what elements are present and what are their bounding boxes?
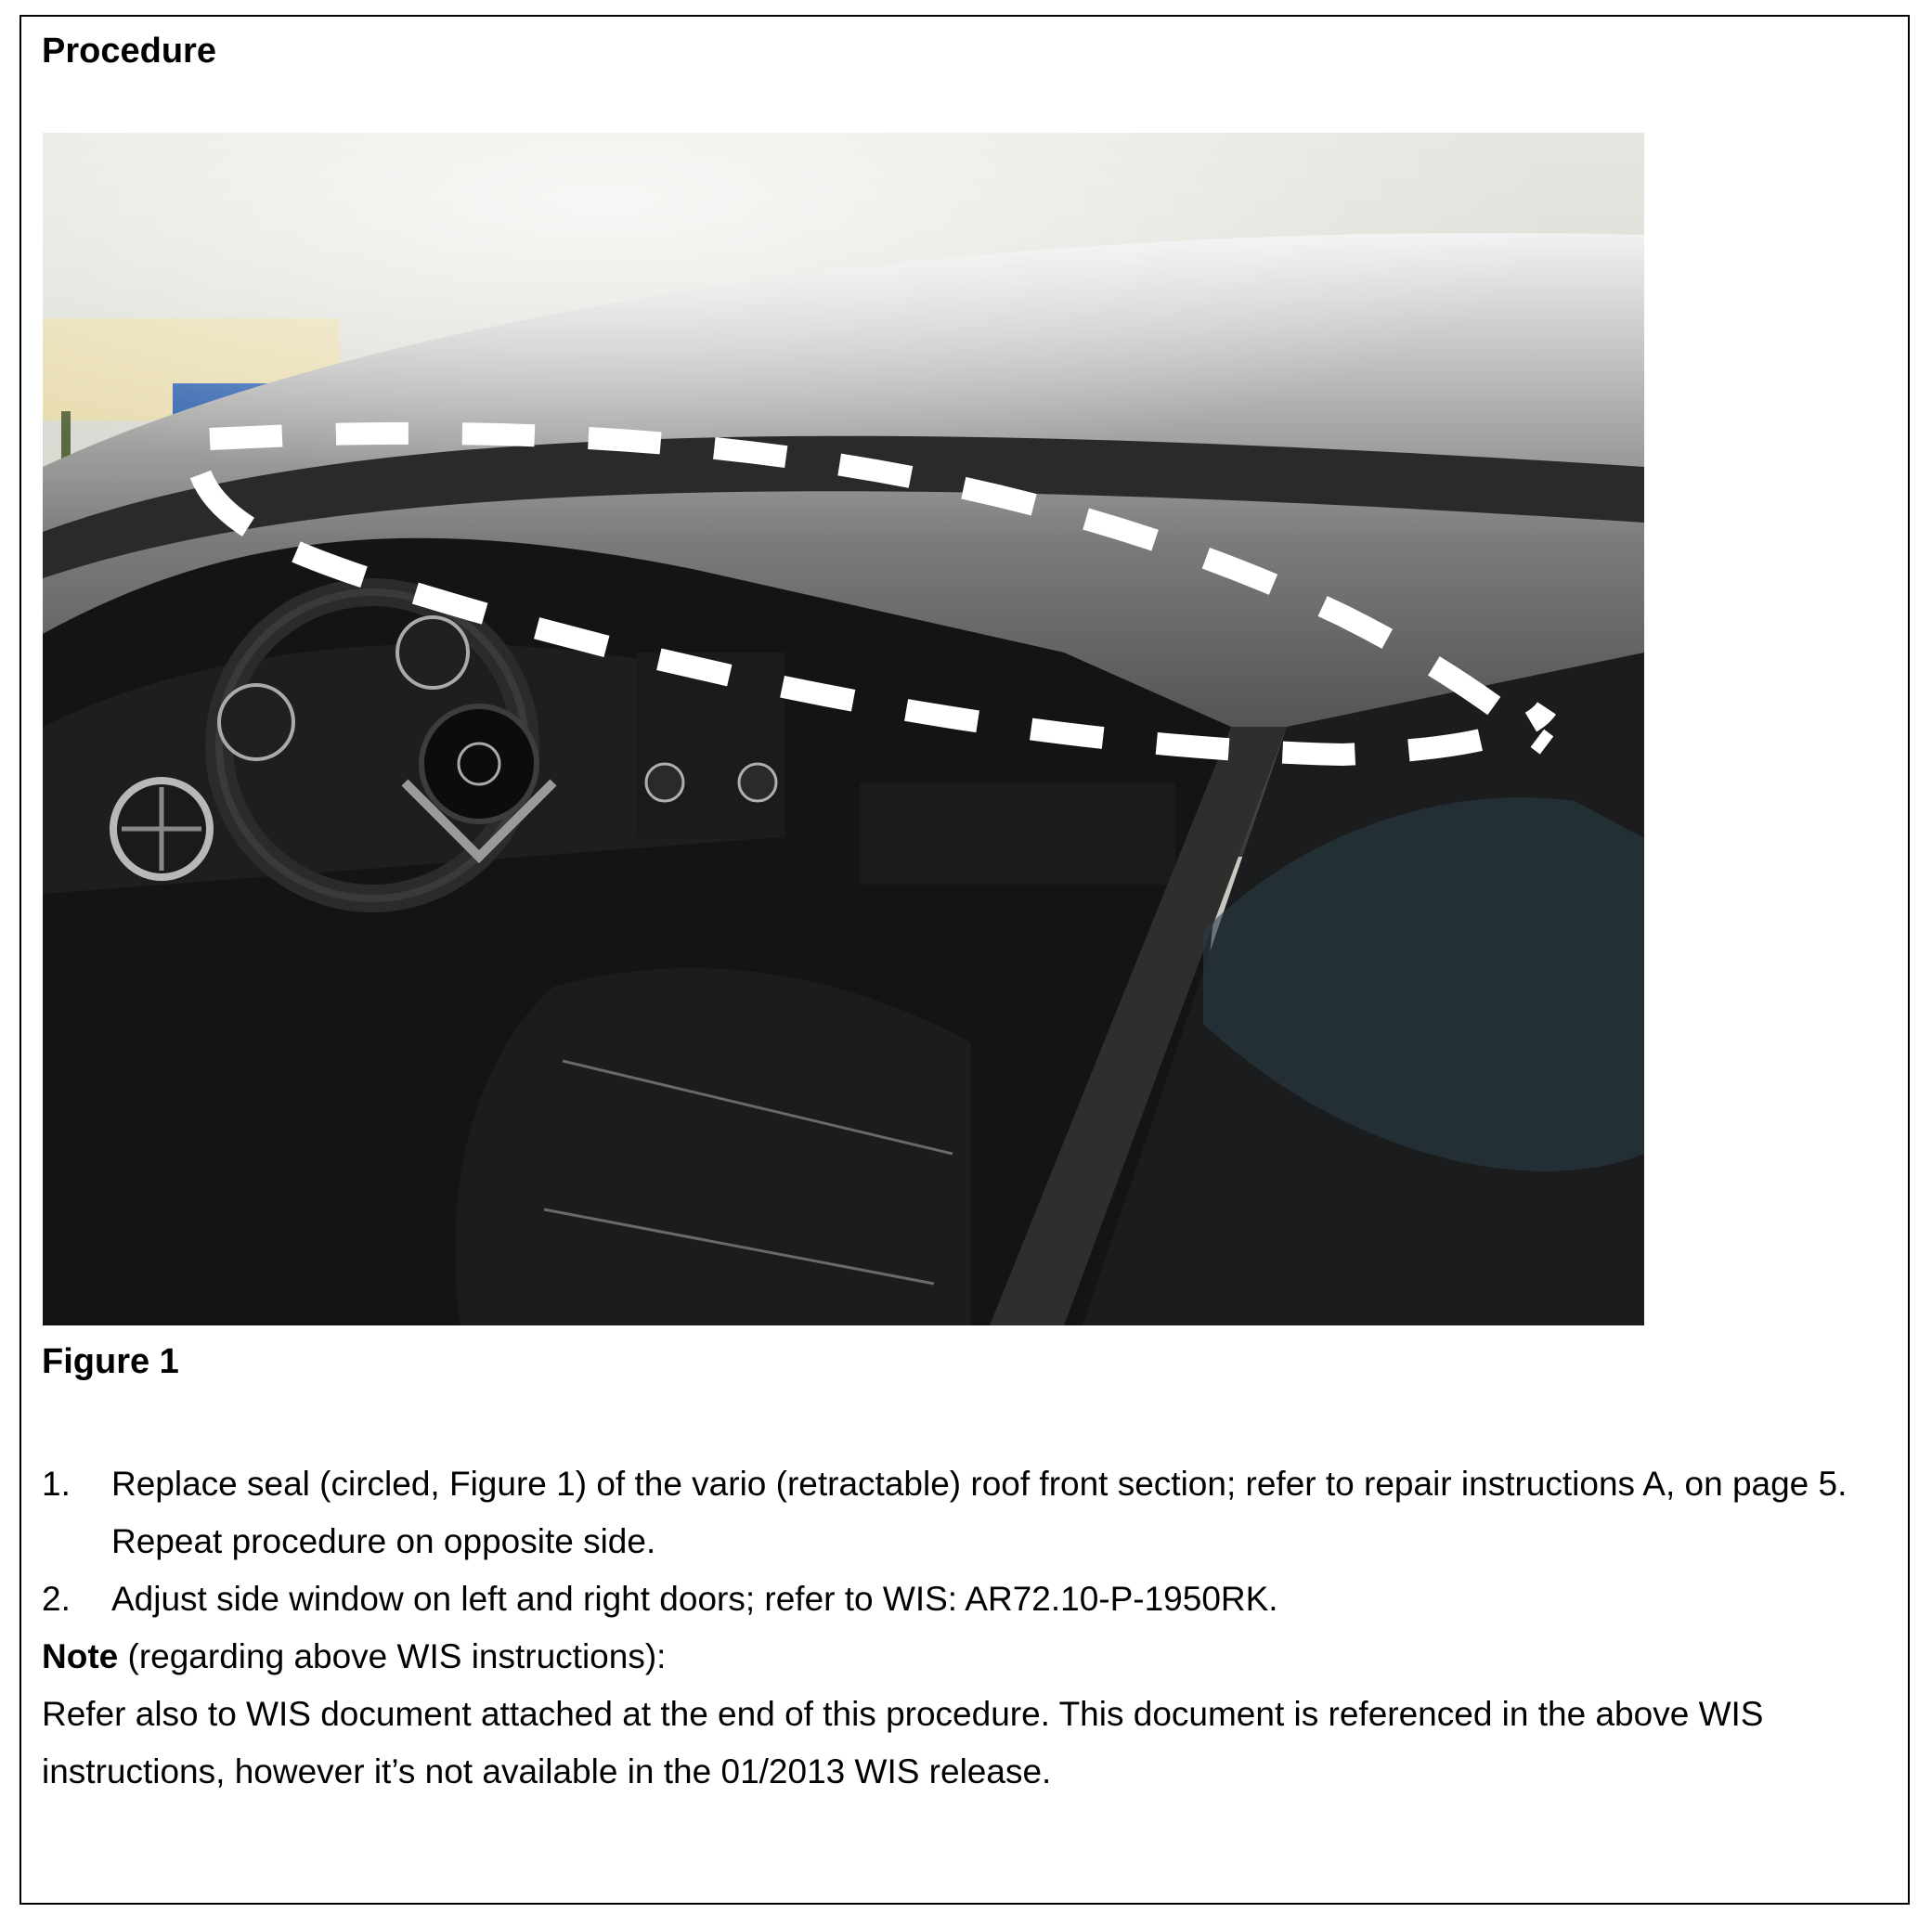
figure-photo: [43, 133, 1644, 1325]
step-number: 1.: [42, 1465, 71, 1503]
step-item: [42, 1455, 1894, 1570]
step-number: 2.: [42, 1580, 71, 1618]
step-item: [42, 1570, 1894, 1628]
procedure-body: [42, 1455, 1894, 1801]
note-label-suffix: (regarding above WIS instructions):: [118, 1637, 667, 1675]
section-heading: Procedure: [42, 32, 216, 71]
note-text: Refer also to WIS document attached at the end of this procedure. This document is referenced in the above WIS instructions, however it’s not available in the 01/2013 WIS release.: [42, 1695, 1764, 1790]
step-text: Replace seal (circled, Figure 1) of the vario (retractable) roof front section; refer to repair instructions A, on page 5. Repeat procedure on opposite side.: [111, 1465, 1848, 1560]
note-label: Note: [42, 1637, 119, 1675]
figure-caption: Figure 1: [42, 1342, 179, 1381]
step-text: Adjust side window on left and right doors; refer to WIS: AR72.10-P-1950RK.: [111, 1580, 1278, 1618]
note-heading: [42, 1628, 1894, 1686]
